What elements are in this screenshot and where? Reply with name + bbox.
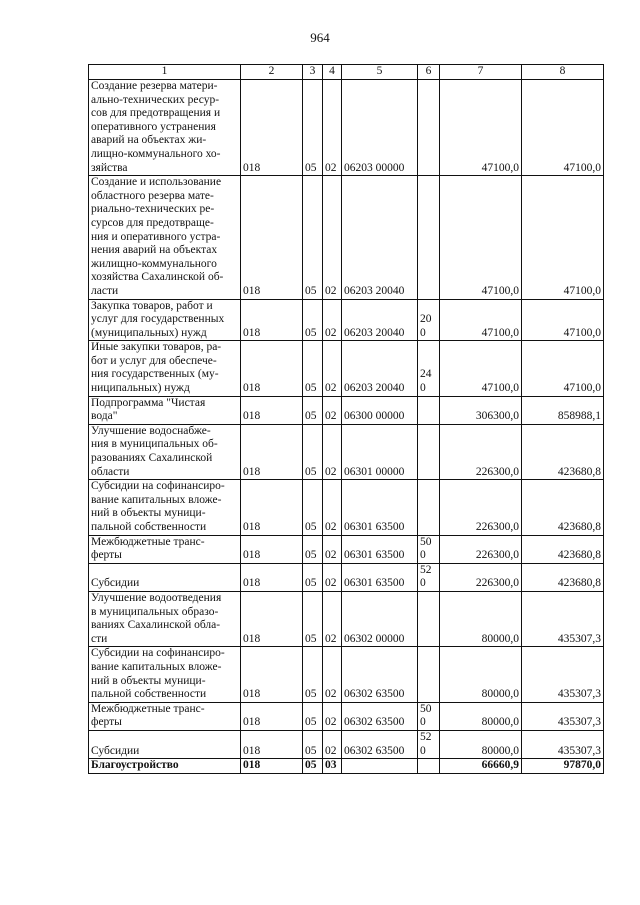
ministry-code-cell: 018 bbox=[241, 563, 303, 591]
ministry-code-cell: 018 bbox=[241, 176, 303, 299]
item-name-cell: Межбюджетные транс- ферты bbox=[89, 535, 241, 563]
ministry-code-cell: 018 bbox=[241, 702, 303, 730]
target-article-cell: 06203 00000 bbox=[342, 80, 418, 176]
table-header-row bbox=[89, 65, 604, 80]
section-code-cell: 05 bbox=[303, 424, 323, 479]
amount-year1-cell: 226300,0 bbox=[440, 535, 522, 563]
column-header: 5 bbox=[342, 65, 418, 80]
ministry-code-cell: 018 bbox=[241, 730, 303, 758]
page-number: 964 bbox=[310, 30, 330, 45]
expense-type-cell bbox=[418, 396, 440, 424]
table-row bbox=[89, 563, 604, 591]
subsection-code-cell: 02 bbox=[323, 341, 342, 396]
item-name-cell: Создание резерва матери- ально-технических ресур- сов для предотвращения и оперативного устранения аварий на объектах жи- лищно-коммунального хо- зяйства bbox=[89, 80, 241, 176]
item-name-cell: Межбюджетные транс- ферты bbox=[89, 702, 241, 730]
item-name-cell: Закупка товаров, работ и услуг для государственных (муниципальных) нужд bbox=[89, 299, 241, 341]
ministry-code-cell: 018 bbox=[241, 80, 303, 176]
column-header: 6 bbox=[418, 65, 440, 80]
table-row bbox=[89, 80, 604, 176]
column-header: 8 bbox=[522, 65, 604, 80]
amount-year1-cell: 80000,0 bbox=[440, 730, 522, 758]
amount-year2-cell: 47100,0 bbox=[522, 176, 604, 299]
expense-type-cell bbox=[418, 176, 440, 299]
item-name-cell: Улучшение водоснабже- ния в муниципальных об- разованиях Сахалинской области bbox=[89, 424, 241, 479]
ministry-code-cell: 018 bbox=[241, 535, 303, 563]
column-header: 4 bbox=[323, 65, 342, 80]
expense-type-cell bbox=[418, 647, 440, 702]
amount-year1-cell: 80000,0 bbox=[440, 591, 522, 646]
amount-year1-cell: 226300,0 bbox=[440, 563, 522, 591]
section-code-cell: 05 bbox=[303, 80, 323, 176]
amount-year1-cell: 226300,0 bbox=[440, 480, 522, 535]
ministry-code-cell: 018 bbox=[241, 424, 303, 479]
target-article-cell: 06300 00000 bbox=[342, 396, 418, 424]
amount-year2-cell: 423680,8 bbox=[522, 535, 604, 563]
table-row bbox=[89, 647, 604, 702]
section-code-cell: 05 bbox=[303, 341, 323, 396]
table-row bbox=[89, 730, 604, 758]
subsection-code-cell: 02 bbox=[323, 563, 342, 591]
section-code-cell: 05 bbox=[303, 563, 323, 591]
ministry-code-cell: 018 bbox=[241, 341, 303, 396]
column-header: 7 bbox=[440, 65, 522, 80]
target-article-cell: 06203 20040 bbox=[342, 299, 418, 341]
amount-year2-cell: 858988,1 bbox=[522, 396, 604, 424]
target-article-cell: 06301 63500 bbox=[342, 535, 418, 563]
table-row bbox=[89, 424, 604, 479]
amount-year1-cell: 80000,0 bbox=[440, 702, 522, 730]
column-header: 1 bbox=[89, 65, 241, 80]
column-header: 3 bbox=[303, 65, 323, 80]
item-name-cell: Субсидии bbox=[89, 730, 241, 758]
target-article-cell: 06302 63500 bbox=[342, 647, 418, 702]
table-row bbox=[89, 759, 604, 774]
amount-year1-cell: 47100,0 bbox=[440, 341, 522, 396]
section-code-cell: 05 bbox=[303, 396, 323, 424]
expense-type-cell: 500 bbox=[418, 535, 440, 563]
section-code-cell: 05 bbox=[303, 759, 323, 774]
ministry-code-cell: 018 bbox=[241, 591, 303, 646]
subsection-code-cell: 02 bbox=[323, 730, 342, 758]
amount-year2-cell: 47100,0 bbox=[522, 299, 604, 341]
amount-year2-cell: 435307,3 bbox=[522, 647, 604, 702]
target-article-cell: 06301 00000 bbox=[342, 424, 418, 479]
subsection-code-cell: 02 bbox=[323, 80, 342, 176]
amount-year1-cell: 306300,0 bbox=[440, 396, 522, 424]
target-article-cell: 06302 00000 bbox=[342, 591, 418, 646]
section-code-cell: 05 bbox=[303, 535, 323, 563]
section-code-cell: 05 bbox=[303, 730, 323, 758]
subsection-code-cell: 02 bbox=[323, 424, 342, 479]
subsection-code-cell: 02 bbox=[323, 299, 342, 341]
amount-year2-cell: 423680,8 bbox=[522, 480, 604, 535]
section-code-cell: 05 bbox=[303, 647, 323, 702]
ministry-code-cell: 018 bbox=[241, 396, 303, 424]
section-code-cell: 05 bbox=[303, 299, 323, 341]
subsection-code-cell: 02 bbox=[323, 535, 342, 563]
ministry-code-cell: 018 bbox=[241, 759, 303, 774]
subsection-code-cell: 02 bbox=[323, 647, 342, 702]
item-name-cell: Создание и использование областного резерва мате- риально-технических ре- сурсов для предотвраще- ния и оперативного устра- нения аварий на объектах жилищно-коммунального хозяйства Сахалинской об- ласти bbox=[89, 176, 241, 299]
table-row bbox=[89, 535, 604, 563]
amount-year2-cell: 423680,8 bbox=[522, 563, 604, 591]
expense-type-cell bbox=[418, 591, 440, 646]
target-article-cell bbox=[342, 759, 418, 774]
subsection-code-cell: 02 bbox=[323, 702, 342, 730]
subsection-code-cell: 03 bbox=[323, 759, 342, 774]
table-row bbox=[89, 341, 604, 396]
table-row bbox=[89, 702, 604, 730]
budget-table bbox=[88, 64, 604, 774]
amount-year2-cell: 47100,0 bbox=[522, 80, 604, 176]
section-code-cell: 05 bbox=[303, 702, 323, 730]
subsection-code-cell: 02 bbox=[323, 176, 342, 299]
amount-year2-cell: 47100,0 bbox=[522, 341, 604, 396]
item-name-cell: Субсидии bbox=[89, 563, 241, 591]
expense-type-cell: 520 bbox=[418, 563, 440, 591]
amount-year2-cell: 435307,3 bbox=[522, 702, 604, 730]
amount-year1-cell: 47100,0 bbox=[440, 176, 522, 299]
section-code-cell: 05 bbox=[303, 591, 323, 646]
amount-year1-cell: 47100,0 bbox=[440, 80, 522, 176]
item-name-cell: Улучшение водоотведения в муниципальных образо- ваниях Сахалинской обла- сти bbox=[89, 591, 241, 646]
amount-year1-cell: 226300,0 bbox=[440, 424, 522, 479]
table-row bbox=[89, 176, 604, 299]
amount-year1-cell: 80000,0 bbox=[440, 647, 522, 702]
item-name-cell: Субсидии на софинансиро- вание капитальных вложе- ний в объекты муници- пальной собственности bbox=[89, 480, 241, 535]
amount-year2-cell: 97870,0 bbox=[522, 759, 604, 774]
item-name-cell: Подпрограмма "Чистая вода" bbox=[89, 396, 241, 424]
item-name-cell: Иные закупки товаров, ра- бот и услуг для обеспече- ния государственных (му- ниципальных) нужд bbox=[89, 341, 241, 396]
expense-type-cell bbox=[418, 759, 440, 774]
subsection-code-cell: 02 bbox=[323, 480, 342, 535]
target-article-cell: 06301 63500 bbox=[342, 480, 418, 535]
table-body bbox=[89, 80, 604, 774]
amount-year1-cell: 47100,0 bbox=[440, 299, 522, 341]
section-code-cell: 05 bbox=[303, 176, 323, 299]
expense-type-cell: 200 bbox=[418, 299, 440, 341]
amount-year2-cell: 435307,3 bbox=[522, 591, 604, 646]
ministry-code-cell: 018 bbox=[241, 647, 303, 702]
ministry-code-cell: 018 bbox=[241, 299, 303, 341]
expense-type-cell bbox=[418, 480, 440, 535]
subsection-code-cell: 02 bbox=[323, 396, 342, 424]
table-row bbox=[89, 299, 604, 341]
target-article-cell: 06203 20040 bbox=[342, 341, 418, 396]
subsection-code-cell: 02 bbox=[323, 591, 342, 646]
amount-year2-cell: 435307,3 bbox=[522, 730, 604, 758]
target-article-cell: 06301 63500 bbox=[342, 563, 418, 591]
amount-year2-cell: 423680,8 bbox=[522, 424, 604, 479]
expense-type-cell bbox=[418, 424, 440, 479]
target-article-cell: 06302 63500 bbox=[342, 730, 418, 758]
expense-type-cell: 240 bbox=[418, 341, 440, 396]
expense-type-cell: 500 bbox=[418, 702, 440, 730]
ministry-code-cell: 018 bbox=[241, 480, 303, 535]
target-article-cell: 06203 20040 bbox=[342, 176, 418, 299]
item-name-cell: Субсидии на софинансиро- вание капитальных вложе- ний в объекты муници- пальной собственности bbox=[89, 647, 241, 702]
target-article-cell: 06302 63500 bbox=[342, 702, 418, 730]
section-code-cell: 05 bbox=[303, 480, 323, 535]
item-name-cell: Благоустройство bbox=[89, 759, 241, 774]
table-row bbox=[89, 396, 604, 424]
table-row bbox=[89, 480, 604, 535]
expense-type-cell: 520 bbox=[418, 730, 440, 758]
table-row bbox=[89, 591, 604, 646]
column-header: 2 bbox=[241, 65, 303, 80]
expense-type-cell bbox=[418, 80, 440, 176]
amount-year1-cell: 66660,9 bbox=[440, 759, 522, 774]
